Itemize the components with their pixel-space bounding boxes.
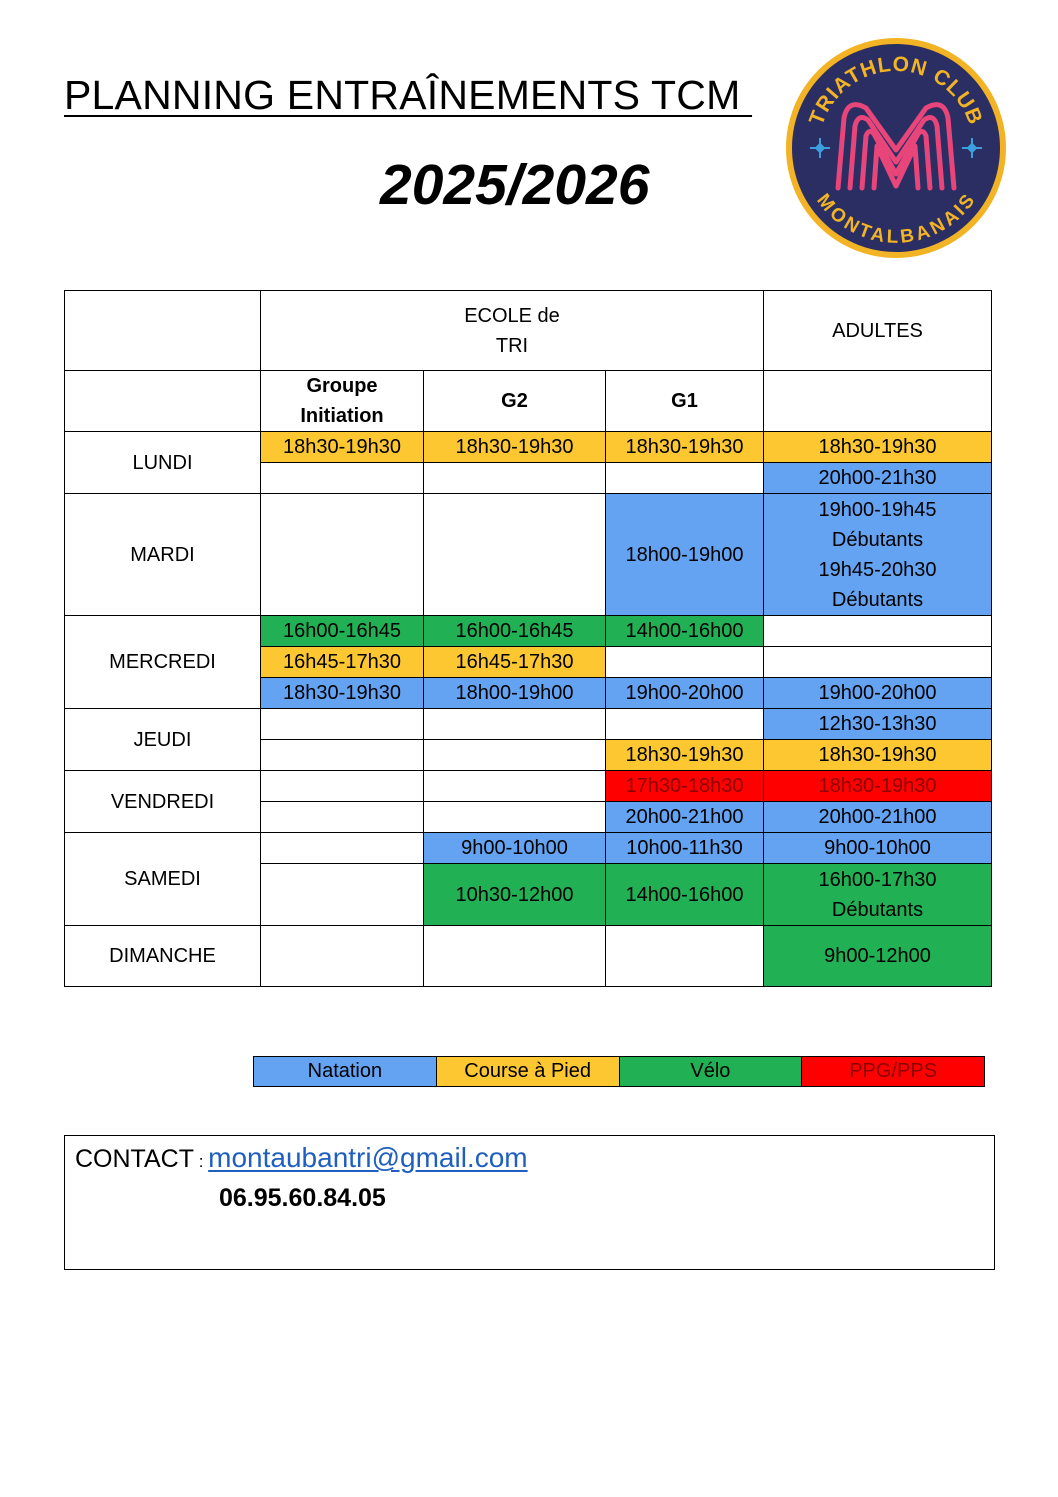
session-line: Débutants (831, 588, 924, 611)
empty-cell (65, 371, 261, 432)
empty-cell (65, 291, 261, 371)
club-logo (786, 38, 1006, 258)
session-cell: 14h00-16h00 (606, 864, 764, 926)
table-subheader-row (65, 371, 992, 432)
session-cell: 20h00-21h30 (764, 463, 992, 494)
table-row (65, 771, 992, 802)
session-cell: 18h30-19h30 (606, 432, 764, 463)
logo-text-top: TRIATHLON CLUB (805, 52, 987, 129)
day-label-jeudi: JEUDI (65, 709, 261, 771)
session-cell: 18h00-19h00 (424, 678, 606, 709)
contact-separator: : (193, 1152, 209, 1171)
contact-label: CONTACT (75, 1145, 194, 1173)
day-label-mardi: MARDI (65, 494, 261, 616)
page-title: PLANNING ENTRAÎNEMENTS TCM (64, 72, 753, 118)
session-cell: 18h30-19h30 (764, 740, 992, 771)
session-cell (764, 494, 992, 616)
session-cell (764, 864, 992, 926)
session-cell: 20h00-21h00 (606, 802, 764, 833)
session-cell: 18h30-19h30 (606, 740, 764, 771)
empty-cell (424, 802, 606, 833)
table-row (65, 833, 992, 864)
session-cell: 20h00-21h00 (764, 802, 992, 833)
adultes-header: ADULTES (764, 291, 992, 371)
empty-cell (764, 647, 992, 678)
session-cell: 9h00-10h00 (424, 833, 606, 864)
session-line: 19h00-19h45 (818, 498, 937, 521)
session-cell: 18h30-19h30 (261, 432, 424, 463)
season-year: 2025/2026 (380, 153, 650, 217)
day-label-samedi: SAMEDI (65, 833, 261, 926)
session-cell: 10h00-11h30 (606, 833, 764, 864)
empty-cell (606, 926, 764, 987)
session-cell: 16h00-16h45 (261, 616, 424, 647)
session-cell: 10h30-12h00 (424, 864, 606, 926)
color-legend (253, 1056, 985, 1087)
empty-cell (764, 371, 992, 432)
contact-line (75, 1142, 528, 1174)
empty-cell (261, 463, 424, 494)
empty-cell (606, 647, 764, 678)
session-cell: 16h00-16h45 (424, 616, 606, 647)
session-cell: 12h30-13h30 (764, 709, 992, 740)
empty-cell (606, 463, 764, 494)
empty-cell (424, 463, 606, 494)
contact-box (64, 1135, 995, 1270)
empty-cell (764, 616, 992, 647)
table-row (65, 432, 992, 463)
groupe-initiation-header (261, 371, 424, 432)
session-cell: 18h30-19h30 (424, 432, 606, 463)
ecole-header-line1: ECOLE de (464, 304, 560, 327)
g1-header: G1 (606, 371, 764, 432)
empty-cell (261, 802, 424, 833)
legend-course: Course à Pied (436, 1057, 619, 1087)
session-line: Débutants (831, 898, 924, 921)
empty-cell (424, 494, 606, 616)
ecole-header-line2: TRI (495, 334, 529, 357)
session-cell: 9h00-10h00 (764, 833, 992, 864)
session-cell: 18h30-19h30 (764, 432, 992, 463)
table-row (65, 709, 992, 740)
legend-ppg: PPG/PPS (802, 1057, 985, 1087)
session-cell: 19h00-20h00 (764, 678, 992, 709)
session-cell: 18h30-19h30 (764, 771, 992, 802)
empty-cell (261, 864, 424, 926)
session-cell: 18h30-19h30 (261, 678, 424, 709)
table-row (65, 494, 992, 616)
day-label-mercredi: MERCREDI (65, 616, 261, 709)
empty-cell (424, 740, 606, 771)
empty-cell (261, 494, 424, 616)
initiation-line1: Groupe (306, 375, 378, 397)
contact-email-link[interactable]: montaubantri@gmail.com (208, 1142, 528, 1173)
day-label-dimanche: DIMANCHE (65, 926, 261, 987)
empty-cell (606, 709, 764, 740)
session-cell: 18h00-19h00 (606, 494, 764, 616)
empty-cell (261, 833, 424, 864)
session-cell: 19h00-20h00 (606, 678, 764, 709)
empty-cell (261, 926, 424, 987)
session-cell: 9h00-12h00 (764, 926, 992, 987)
table-row (65, 616, 992, 647)
session-cell: 16h45-17h30 (261, 647, 424, 678)
ecole-de-tri-header (261, 291, 764, 371)
initiation-line2: Initiation (300, 405, 384, 427)
day-label-vendredi: VENDREDI (65, 771, 261, 833)
legend-velo: Vélo (619, 1057, 802, 1087)
logo-text-bottom: MONTALBANAIS (812, 190, 980, 248)
table-row (65, 926, 992, 987)
empty-cell (261, 740, 424, 771)
legend-natation: Natation (254, 1057, 437, 1087)
session-line: 19h45-20h30 (818, 558, 937, 581)
session-cell: 16h45-17h30 (424, 647, 606, 678)
session-cell: 14h00-16h00 (606, 616, 764, 647)
contact-phone: 06.95.60.84.05 (219, 1184, 386, 1212)
session-line: Débutants (831, 528, 924, 551)
day-label-lundi: LUNDI (65, 432, 261, 494)
g2-header: G2 (424, 371, 606, 432)
empty-cell (424, 926, 606, 987)
empty-cell (261, 771, 424, 802)
table-header-row (65, 291, 992, 371)
empty-cell (424, 709, 606, 740)
empty-cell (261, 709, 424, 740)
session-line: 16h00-17h30 (818, 868, 937, 891)
training-schedule-table (64, 290, 992, 987)
session-cell: 17h30-18h30 (606, 771, 764, 802)
empty-cell (424, 771, 606, 802)
